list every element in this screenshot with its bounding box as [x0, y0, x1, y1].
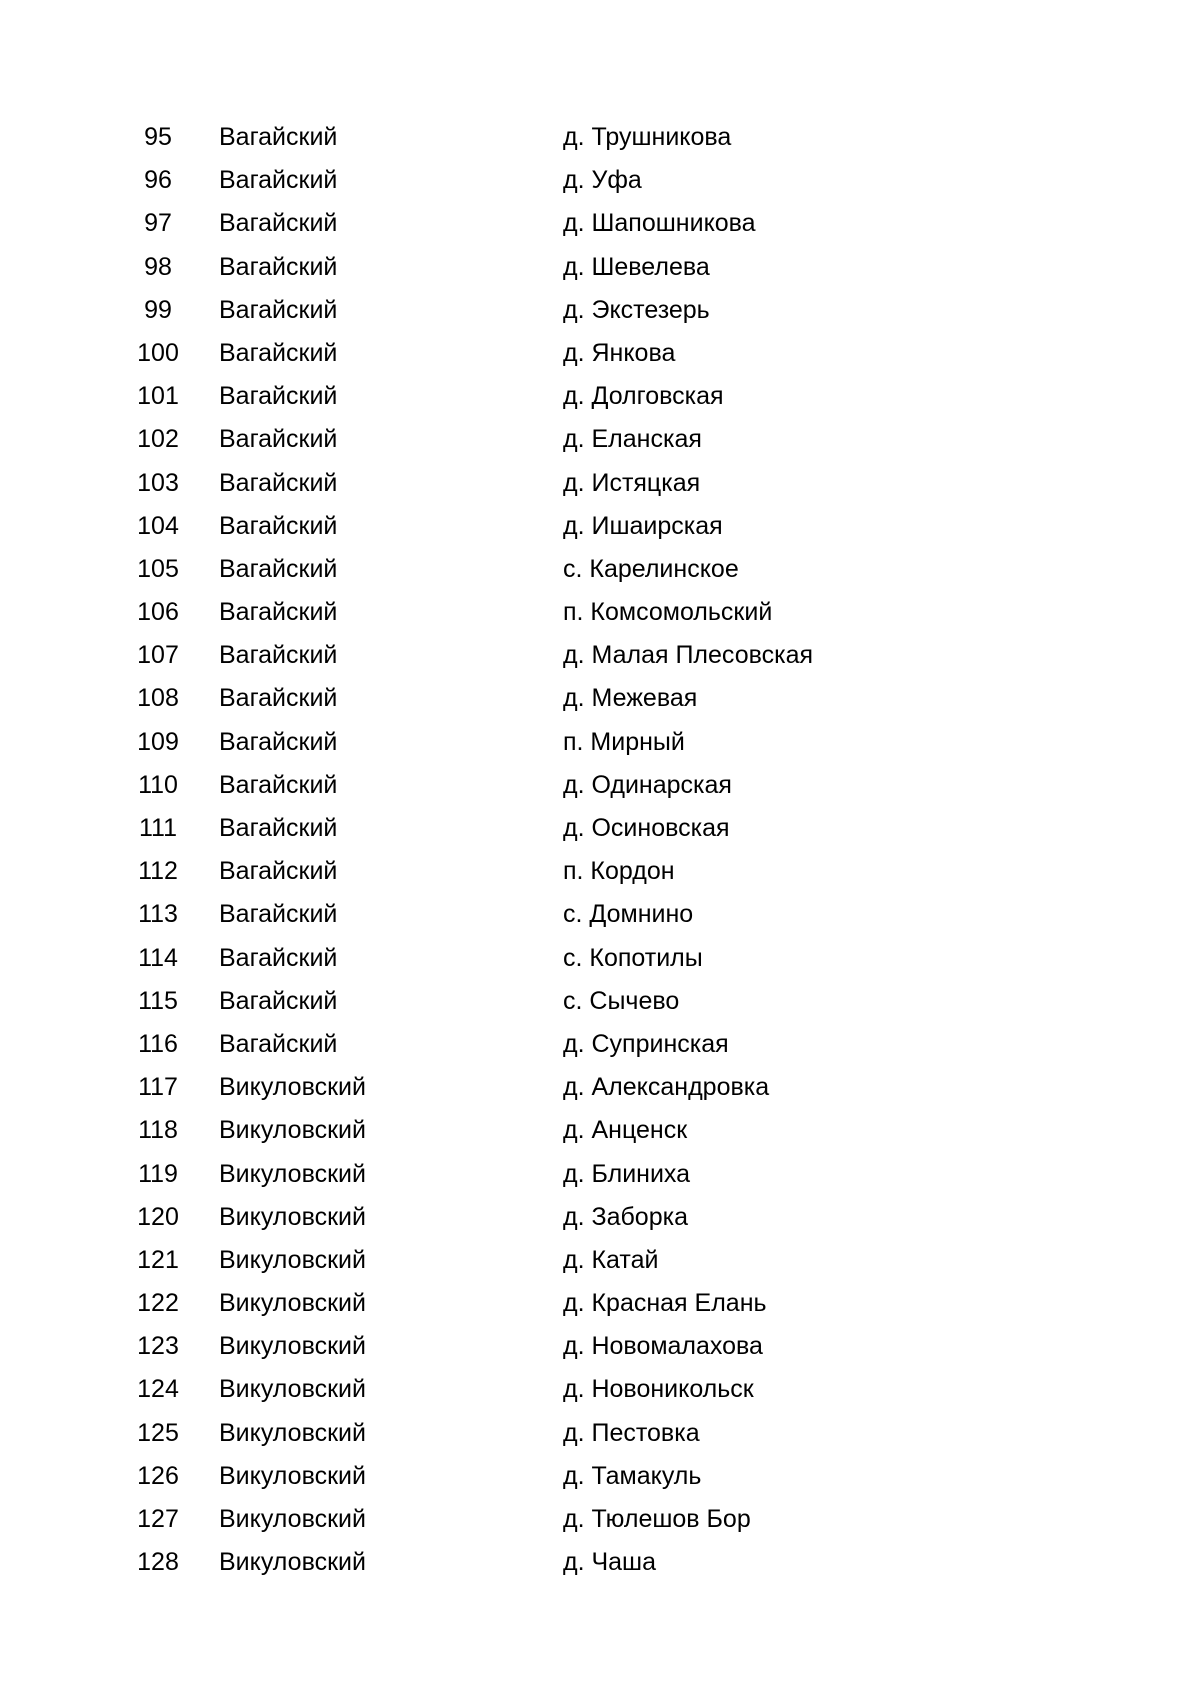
- district-name: Викуловский: [219, 1548, 366, 1577]
- table-row: [0, 1412, 1200, 1455]
- district-name: Вагайский: [219, 1029, 338, 1058]
- district-name: Вагайский: [219, 338, 338, 367]
- settlements-table: [0, 116, 1200, 1584]
- table-row: [0, 1498, 1200, 1541]
- district-name: Викуловский: [219, 1418, 366, 1447]
- row-number: 119: [138, 1159, 178, 1188]
- locality-name: п. Комсомольский: [563, 598, 773, 627]
- table-row: [0, 807, 1200, 850]
- district-name: Викуловский: [219, 1289, 366, 1318]
- row-number: 101: [137, 382, 179, 411]
- row-number: 107: [137, 641, 179, 670]
- row-number: 106: [137, 598, 179, 627]
- district-name: Викуловский: [219, 1332, 366, 1361]
- district-name: Вагайский: [219, 684, 338, 713]
- table-row: [0, 462, 1200, 505]
- locality-name: с. Карелинское: [563, 554, 739, 583]
- district-name: Вагайский: [219, 511, 338, 540]
- row-number: 97: [144, 209, 172, 238]
- locality-name: д. Тюлешов Бор: [563, 1505, 751, 1533]
- row-number: 100: [137, 338, 179, 367]
- row-number: 113: [138, 900, 178, 929]
- district-name: Викуловский: [219, 1073, 366, 1102]
- district-name: Вагайский: [219, 598, 338, 627]
- row-number: 98: [144, 252, 172, 281]
- table-row: [0, 246, 1200, 289]
- table-row: [0, 1368, 1200, 1411]
- district-name: Викуловский: [219, 1116, 366, 1145]
- locality-name: д. Анценск: [563, 1116, 688, 1145]
- table-row: [0, 850, 1200, 893]
- locality-name: д. Истяцкая: [563, 468, 701, 497]
- district-name: Викуловский: [219, 1505, 366, 1533]
- row-number: 120: [137, 1202, 179, 1231]
- row-number: 117: [138, 1073, 178, 1102]
- district-name: Вагайский: [219, 770, 338, 799]
- table-row: [0, 764, 1200, 807]
- locality-name: д. Малая Плесовская: [563, 641, 814, 670]
- district-name: Вагайский: [219, 727, 338, 756]
- district-name: Вагайский: [219, 900, 338, 929]
- table-row: [0, 1282, 1200, 1325]
- district-name: Вагайский: [219, 123, 338, 151]
- table-row: [0, 116, 1200, 159]
- table-row: [0, 1239, 1200, 1282]
- district-name: Вагайский: [219, 554, 338, 583]
- locality-name: д. Тамакуль: [563, 1461, 702, 1490]
- locality-name: д. Александровка: [563, 1073, 770, 1102]
- row-number: 96: [144, 166, 172, 195]
- row-number: 126: [137, 1461, 179, 1490]
- locality-name: с. Копотилы: [563, 943, 703, 972]
- row-number: 123: [137, 1332, 179, 1361]
- table-row: [0, 677, 1200, 720]
- locality-name: д. Ишаирская: [563, 511, 723, 540]
- table-row: [0, 289, 1200, 332]
- table-row: [0, 418, 1200, 461]
- row-number: 105: [137, 554, 179, 583]
- table-row: [0, 591, 1200, 634]
- district-name: Вагайский: [219, 468, 338, 497]
- district-name: Вагайский: [219, 295, 338, 324]
- district-name: Викуловский: [219, 1245, 366, 1274]
- district-name: Вагайский: [219, 382, 338, 411]
- locality-name: д. Уфа: [563, 166, 642, 195]
- row-number: 116: [138, 1029, 178, 1058]
- district-name: Вагайский: [219, 209, 338, 238]
- district-name: Вагайский: [219, 943, 338, 972]
- locality-name: с. Домнино: [563, 900, 694, 929]
- district-name: Вагайский: [219, 986, 338, 1015]
- locality-name: д. Янкова: [563, 338, 676, 367]
- row-number: 114: [138, 943, 178, 972]
- table-row: [0, 1109, 1200, 1152]
- row-number: 121: [137, 1245, 179, 1274]
- locality-name: д. Шевелева: [563, 252, 710, 281]
- table-row: [0, 937, 1200, 980]
- locality-name: д. Осиновская: [563, 814, 730, 842]
- table-row: [0, 1325, 1200, 1368]
- row-number: 122: [137, 1289, 179, 1318]
- row-number: 95: [144, 123, 172, 151]
- locality-name: п. Кордон: [563, 857, 675, 886]
- row-number: 108: [137, 684, 179, 713]
- locality-name: д. Новомалахова: [563, 1332, 763, 1361]
- locality-name: д. Новоникольск: [563, 1375, 754, 1404]
- locality-name: д. Красная Елань: [563, 1289, 767, 1318]
- district-name: Вагайский: [219, 166, 338, 195]
- district-name: Викуловский: [219, 1375, 366, 1404]
- locality-name: с. Сычево: [563, 986, 680, 1015]
- table-row: [0, 375, 1200, 418]
- row-number: 103: [137, 468, 179, 497]
- locality-name: д. Заборка: [563, 1202, 688, 1231]
- district-name: Вагайский: [219, 641, 338, 670]
- district-name: Вагайский: [219, 252, 338, 281]
- locality-name: д. Трушникова: [563, 123, 732, 151]
- row-number: 128: [137, 1548, 179, 1577]
- table-row: [0, 721, 1200, 764]
- locality-name: д. Катай: [563, 1245, 659, 1274]
- locality-name: д. Долговская: [563, 382, 724, 411]
- locality-name: д. Экстезерь: [563, 295, 710, 324]
- row-number: 118: [138, 1116, 178, 1145]
- table-row: [0, 1541, 1200, 1584]
- district-name: Вагайский: [219, 814, 338, 842]
- table-row: [0, 548, 1200, 591]
- row-number: 115: [138, 986, 178, 1015]
- table-row: [0, 159, 1200, 202]
- row-number: 99: [144, 295, 172, 324]
- table-row: [0, 332, 1200, 375]
- district-name: Вагайский: [219, 857, 338, 886]
- locality-name: д. Одинарская: [563, 770, 732, 799]
- district-name: Викуловский: [219, 1159, 366, 1188]
- locality-name: д. Чаша: [563, 1548, 657, 1577]
- locality-name: д. Еланская: [563, 425, 702, 454]
- district-name: Викуловский: [219, 1461, 366, 1490]
- table-row: [0, 1455, 1200, 1498]
- district-name: Вагайский: [219, 425, 338, 454]
- row-number: 111: [138, 814, 177, 842]
- table-row: [0, 505, 1200, 548]
- table-row: [0, 202, 1200, 245]
- table-row: [0, 893, 1200, 936]
- row-number: 124: [137, 1375, 179, 1404]
- district-name: Викуловский: [219, 1202, 366, 1231]
- locality-name: д. Блиниха: [563, 1159, 691, 1188]
- row-number: 109: [137, 727, 179, 756]
- table-row: [0, 1196, 1200, 1239]
- table-row: [0, 634, 1200, 677]
- table-row: [0, 1023, 1200, 1066]
- table-row: [0, 1153, 1200, 1196]
- locality-name: д. Супринская: [563, 1029, 729, 1058]
- row-number: 127: [137, 1505, 179, 1533]
- locality-name: д. Шапошникова: [563, 209, 756, 238]
- row-number: 102: [137, 425, 179, 454]
- row-number: 110: [138, 770, 178, 799]
- row-number: 125: [137, 1418, 179, 1447]
- locality-name: д. Межевая: [563, 684, 698, 713]
- locality-name: п. Мирный: [563, 727, 685, 756]
- row-number: 112: [138, 857, 178, 886]
- row-number: 104: [137, 511, 179, 540]
- table-row: [0, 980, 1200, 1023]
- locality-name: д. Пестовка: [563, 1418, 700, 1447]
- table-row: [0, 1066, 1200, 1109]
